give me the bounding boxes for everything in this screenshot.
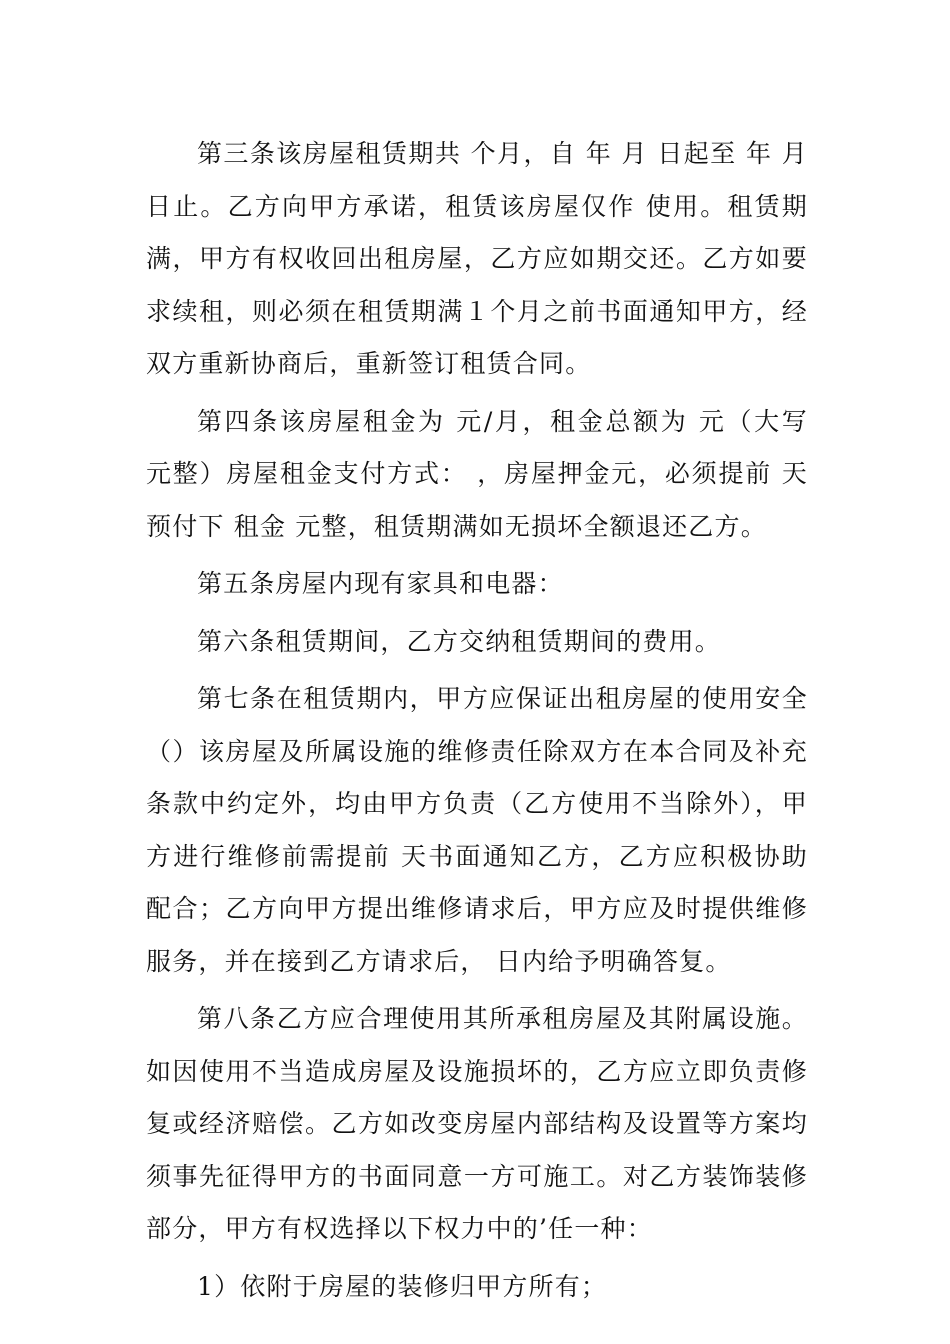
article-7-paragraph: 第七条在租赁期内，甲方应保证出租房屋的使用安全（）该房屋及所属设施的维修责任除双方在本合同及补充条款中约定外，均由甲方负责（乙方使用不当除外），甲方进行维修前需提前 天书面通知乙方，乙方应积极协助配合；乙方向甲方提出维修请求后，甲方应及时提供维修服务，并在接到乙方请求后， 日内给予明确答复。 <box>146 684 808 976</box>
document-page <box>146 128 808 1318</box>
list-item-1: 1）依附于房屋的装修归甲方所有； <box>197 1271 608 1301</box>
article-4-paragraph: 第四条该房屋租金为 元/月，租金总额为 元（大写 元整）房屋租金支付方式： ，房屋押金元，必须提前 天预付下 租金 元整，租赁期满如无损坏全额退还乙方。 <box>146 406 808 541</box>
article-6-paragraph: 第六条租赁期间，乙方交纳租赁期间的费用。 <box>197 626 722 656</box>
article-3-paragraph: 第三条该房屋租赁期共 个月，自 年 月 日起至 年 月 日止。乙方向甲方承诺，租赁该房屋仅作 使用。租赁期满，甲方有权收回出租房屋，乙方应如期交还。乙方如要求续租，则必须在租赁期满１个月之前书面通知甲方，经双方重新协商后，重新签订租赁合同。 <box>146 139 808 378</box>
article-8-paragraph: 第八条乙方应合理使用其所承租房屋及其附属设施。如因使用不当造成房屋及设施损坏的，乙方应立即负责修复或经济赔偿。乙方如改变房屋内部结构及设置等方案均须事先征得甲方的书面同意一方可施工。对乙方装饰装修部分，甲方有权选择以下权力中的’任一种： <box>146 1004 808 1243</box>
article-5-paragraph: 第五条房屋内现有家具和电器： <box>197 569 564 598</box>
